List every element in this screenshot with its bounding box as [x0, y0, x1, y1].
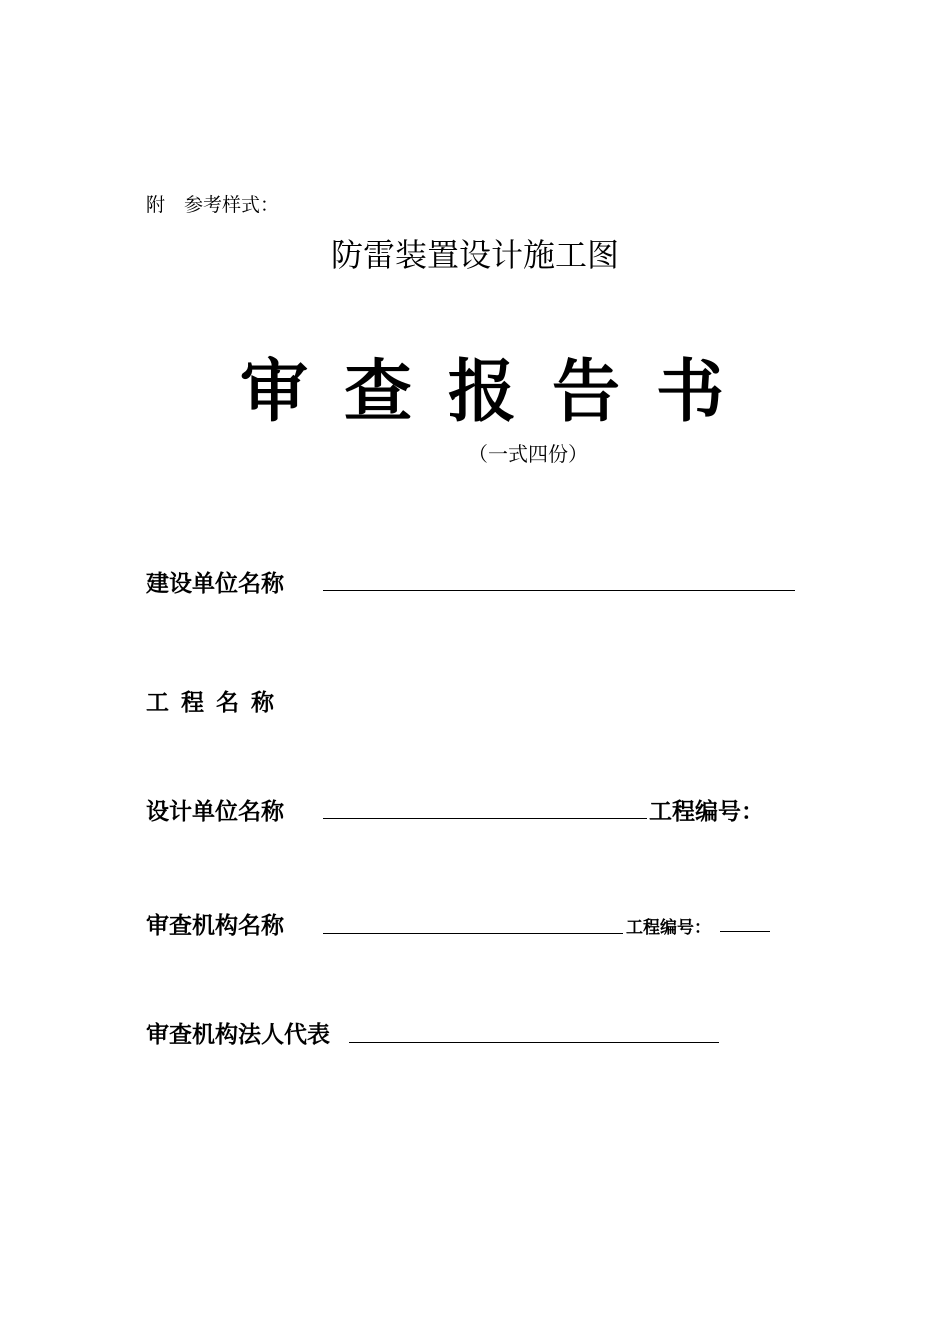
project-number-label-1: 工程编号： — [649, 799, 764, 825]
project-number-label-2: 工程编号： — [626, 918, 711, 938]
reviewer-field[interactable] — [323, 933, 623, 934]
document-subtitle: 防雷装置设计施工图 — [330, 236, 619, 274]
document-title: 审查报告书 — [240, 353, 761, 432]
project-name-label: 工程名称 — [146, 690, 286, 716]
copies-note: （一式四份） — [468, 442, 588, 466]
builder-label: 建设单位名称 — [146, 571, 284, 597]
reviewer-label: 审查机构名称 — [146, 913, 284, 939]
legal-representative-label: 审查机构法人代表 — [146, 1022, 330, 1048]
designer-label: 设计单位名称 — [146, 799, 284, 825]
builder-field[interactable] — [323, 590, 795, 591]
attachment-note: 附 参考样式： — [146, 194, 280, 216]
designer-field[interactable] — [323, 818, 647, 819]
project-number-field[interactable] — [720, 931, 770, 932]
legal-representative-field[interactable] — [349, 1042, 719, 1043]
